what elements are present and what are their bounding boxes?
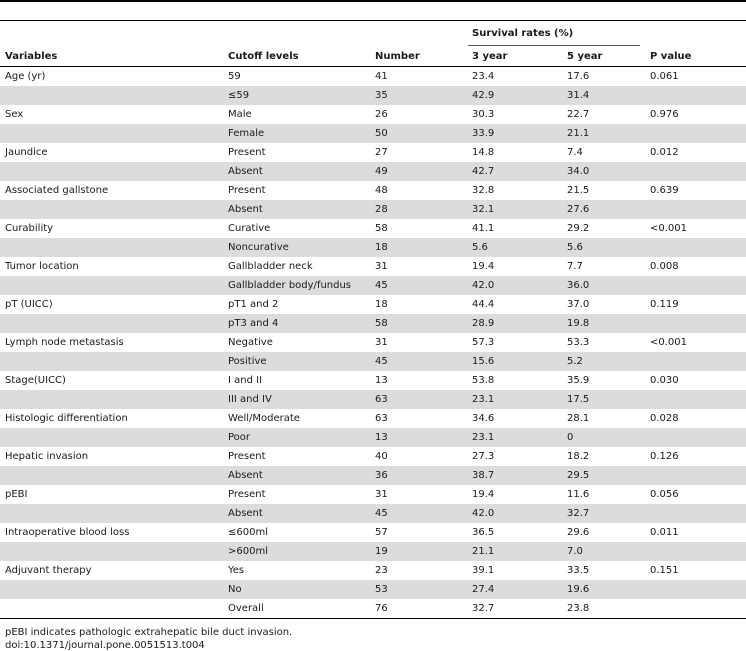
header-number: Number [375,51,420,62]
variable-cell: Associated gallstone [5,185,109,196]
survival-5yr-cell: 37.0 [567,299,590,310]
header-cutoff-levels: Cutoff levels [228,51,299,62]
survival-3yr-cell: 23.4 [472,71,495,82]
survival-3yr-cell: 27.3 [472,451,495,462]
survival-5yr-cell: 5.6 [567,242,583,253]
p-value-cell: 0.151 [650,565,679,576]
number-cell: 50 [375,128,388,139]
survival-5yr-cell: 19.6 [567,584,590,595]
number-cell: 40 [375,451,388,462]
cutoff-cell: Noncurative [228,242,289,253]
variable-cell: Jaundice [5,147,48,158]
variable-cell: Adjuvant therapy [5,565,92,576]
survival-3yr-cell: 42.0 [472,280,495,291]
table-row [0,580,746,599]
number-cell: 31 [375,337,388,348]
cutoff-cell: Gallbladder neck [228,261,313,272]
table-row [0,162,746,181]
cutoff-cell: Positive [228,356,267,367]
table-body [0,66,746,619]
header-5-year: 5 year [567,51,603,62]
cutoff-cell: Absent [228,470,263,481]
number-cell: 31 [375,489,388,500]
cutoff-cell: Curative [228,223,271,234]
table-row [0,181,746,200]
survival-3yr-cell: 14.8 [472,147,495,158]
table-row [0,447,746,466]
number-cell: 58 [375,318,388,329]
number-cell: 48 [375,185,388,196]
table-row [0,428,746,447]
variable-cell: Sex [5,109,24,120]
table-header [0,20,746,66]
p-value-cell: 0.011 [650,527,679,538]
p-value-cell: 0.126 [650,451,679,462]
number-cell: 36 [375,470,388,481]
survival-3yr-cell: 5.6 [472,242,488,253]
number-cell: 23 [375,565,388,576]
number-cell: 57 [375,527,388,538]
p-value-cell: 0.028 [650,413,679,424]
cutoff-cell: Poor [228,432,251,443]
table-row [0,371,746,390]
cutoff-cell: Absent [228,508,263,519]
survival-5yr-cell: 29.2 [567,223,590,234]
survival-3yr-cell: 44.4 [472,299,495,310]
cutoff-cell: Male [228,109,252,120]
table-row [0,523,746,542]
table-row [0,409,746,428]
cutoff-cell: ≤59 [228,90,250,101]
p-value-cell: 0.639 [650,185,679,196]
survival-5yr-cell: 36.0 [567,280,590,291]
doi-text: doi:10.1371/journal.pone.0051513.t004 [5,640,205,651]
p-value-cell: <0.001 [650,337,688,348]
number-cell: 53 [375,584,388,595]
survival-3yr-cell: 41.1 [472,223,495,234]
survival-5yr-cell: 35.9 [567,375,590,386]
survival-5yr-cell: 7.0 [567,546,583,557]
cutoff-cell: Absent [228,204,263,215]
number-cell: 35 [375,90,388,101]
variable-cell: Histologic differentiation [5,413,128,424]
table-row [0,219,746,238]
header-variables: Variables [5,51,58,62]
survival-5yr-cell: 29.5 [567,470,590,481]
survival-5yr-cell: 19.8 [567,318,590,329]
survival-3yr-cell: 42.7 [472,166,495,177]
table-row [0,561,746,580]
survival-3yr-cell: 42.0 [472,508,495,519]
cutoff-cell: Yes [228,565,245,576]
survival-3yr-cell: 32.8 [472,185,495,196]
number-cell: 26 [375,109,388,120]
number-cell: 49 [375,166,388,177]
survival-rates-label: Survival rates (%) [472,28,574,39]
table-row [0,485,746,504]
cutoff-cell: Present [228,489,266,500]
survival-3yr-cell: 15.6 [472,356,495,367]
variable-cell: Hepatic invasion [5,451,89,462]
survival-5yr-cell: 17.5 [567,394,590,405]
number-cell: 18 [375,299,388,310]
survival-3yr-cell: 38.7 [472,470,495,481]
cutoff-cell: Present [228,185,266,196]
table-row [0,542,746,561]
cutoff-cell: pT1 and 2 [228,299,279,310]
table-row [0,276,746,295]
number-cell: 45 [375,508,388,519]
cutoff-cell: Present [228,451,266,462]
survival-5yr-cell: 11.6 [567,489,590,500]
table-row [0,86,746,105]
number-cell: 45 [375,356,388,367]
survival-5yr-cell: 27.6 [567,204,590,215]
cutoff-cell: ≤600ml [228,527,268,538]
survival-3yr-cell: 23.1 [472,432,495,443]
table-row [0,466,746,485]
survival-5yr-cell: 23.8 [567,603,590,614]
table-row [0,143,746,162]
survival-3yr-cell: 28.9 [472,318,495,329]
table-row [0,390,746,409]
p-value-cell: 0.012 [650,147,679,158]
cutoff-cell: Well/Moderate [228,413,300,424]
table-row [0,67,746,86]
survival-3yr-cell: 19.4 [472,261,495,272]
table-footnote: pEBI indicates pathologic extrahepatic bile duct invasion. [5,627,293,638]
cutoff-cell: 59 [228,71,241,82]
cutoff-cell: Female [228,128,265,139]
cutoff-cell: Absent [228,166,263,177]
survival-3yr-cell: 23.1 [472,394,495,405]
number-cell: 31 [375,261,388,272]
survival-3yr-cell: 42.9 [472,90,495,101]
survival-5yr-cell: 53.3 [567,337,590,348]
table-row [0,599,746,618]
cutoff-cell: pT3 and 4 [228,318,279,329]
p-value-cell: 0.030 [650,375,679,386]
table-row [0,352,746,371]
number-cell: 63 [375,413,388,424]
number-cell: 19 [375,546,388,557]
header-p-value: P value [650,51,692,62]
variable-cell: pEBI [5,489,28,500]
survival-3yr-cell: 57.3 [472,337,495,348]
variable-cell: Lymph node metastasis [5,337,124,348]
variable-cell: Stage(UICC) [5,375,66,386]
survival-5yr-cell: 21.1 [567,128,590,139]
p-value-cell: 0.119 [650,299,679,310]
cutoff-cell: >600ml [228,546,268,557]
survival-3yr-cell: 32.7 [472,603,495,614]
survival-5yr-cell: 0 [567,432,574,443]
survival-5yr-cell: 7.7 [567,261,583,272]
cutoff-cell: Negative [228,337,273,348]
survival-3yr-cell: 53.8 [472,375,495,386]
survival-5yr-cell: 34.0 [567,166,590,177]
number-cell: 18 [375,242,388,253]
survival-5yr-cell: 5.2 [567,356,583,367]
survival-3yr-cell: 39.1 [472,565,495,576]
p-value-cell: 0.056 [650,489,679,500]
survival-rates-divider [468,45,640,46]
variable-cell: Intraoperative blood loss [5,527,130,538]
variable-cell: Curability [5,223,54,234]
survival-5yr-cell: 32.7 [567,508,590,519]
top-rule [0,0,746,2]
number-cell: 41 [375,71,388,82]
survival-3yr-cell: 36.5 [472,527,495,538]
cutoff-cell: I and II [228,375,263,386]
variable-cell: pT (UICC) [5,299,53,310]
survival-5yr-cell: 21.5 [567,185,590,196]
number-cell: 58 [375,223,388,234]
number-cell: 45 [375,280,388,291]
survival-5yr-cell: 33.5 [567,565,590,576]
cutoff-cell: No [228,584,242,595]
table-row [0,105,746,124]
survival-5yr-cell: 31.4 [567,90,590,101]
cutoff-cell: Overall [228,603,264,614]
table-row [0,314,746,333]
table-row [0,238,746,257]
survival-3yr-cell: 21.1 [472,546,495,557]
survival-5yr-cell: 22.7 [567,109,590,120]
survival-5yr-cell: 28.1 [567,413,590,424]
survival-5yr-cell: 7.4 [567,147,583,158]
survival-3yr-cell: 30.3 [472,109,495,120]
p-value-cell: 0.061 [650,71,679,82]
table-row [0,333,746,352]
header-3-year: 3 year [472,51,508,62]
survival-5yr-cell: 18.2 [567,451,590,462]
cutoff-cell: Present [228,147,266,158]
number-cell: 63 [375,394,388,405]
p-value-cell: 0.976 [650,109,679,120]
cutoff-cell: III and IV [228,394,272,405]
survival-5yr-cell: 17.6 [567,71,590,82]
number-cell: 13 [375,432,388,443]
number-cell: 76 [375,603,388,614]
survival-3yr-cell: 19.4 [472,489,495,500]
survival-5yr-cell: 29.6 [567,527,590,538]
table-row [0,200,746,219]
p-value-cell: <0.001 [650,223,688,234]
number-cell: 13 [375,375,388,386]
number-cell: 28 [375,204,388,215]
number-cell: 27 [375,147,388,158]
survival-3yr-cell: 32.1 [472,204,495,215]
survival-3yr-cell: 27.4 [472,584,495,595]
table-row [0,257,746,276]
cutoff-cell: Gallbladder body/fundus [228,280,352,291]
table-row [0,504,746,523]
table-row [0,295,746,314]
survival-3yr-cell: 34.6 [472,413,495,424]
variable-cell: Age (yr) [5,71,46,82]
p-value-cell: 0.008 [650,261,679,272]
table-row [0,124,746,143]
variable-cell: Tumor location [5,261,79,272]
survival-3yr-cell: 33.9 [472,128,495,139]
